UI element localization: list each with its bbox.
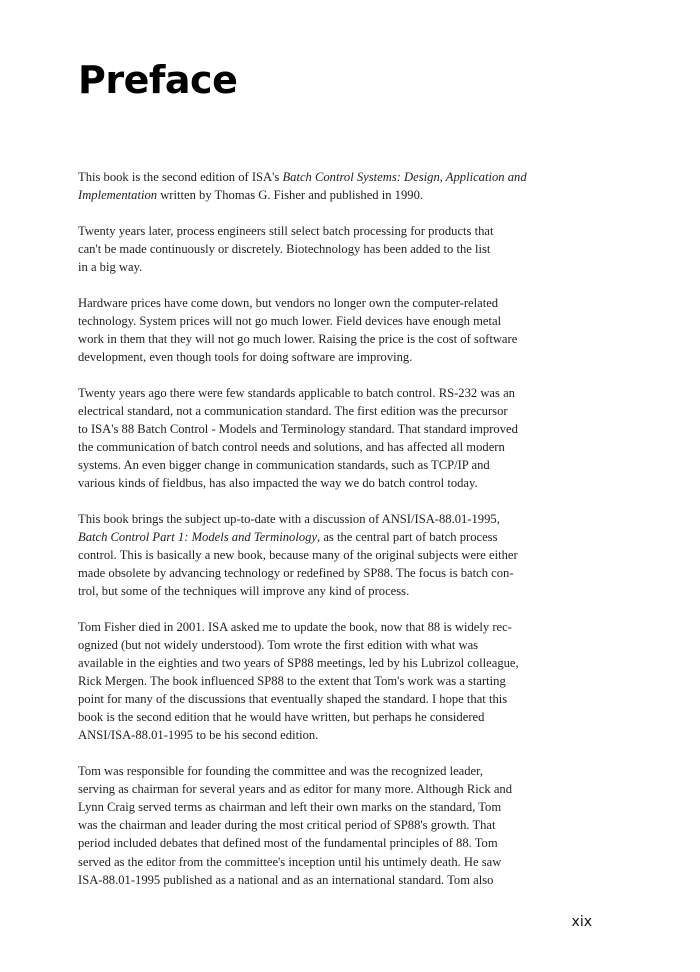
text-run: ANSI/ISA-88.01-1995 to be his second edition. [78,728,319,743]
text-run: Tom was responsible for founding the committee and was the recognized leader, [78,764,483,779]
text-run: Lynn Craig served terms as chairman and left their own marks on the standard, Tom [78,800,502,815]
text-line [78,871,598,889]
text-run: development, even though tools for doing software are improving. [78,349,413,364]
text-line [78,402,598,420]
text-line [78,168,598,186]
italic-title-run: Implementation [78,188,158,203]
text-run: point for many of the discussions that eventually shaped the standard. I hope that this [78,692,508,707]
text-line [78,330,598,348]
text-run: ognized (but not widely understood). Tom wrote the first edition with what was [78,637,479,652]
text-line [78,636,598,654]
text-run: serving as chairman for several years and as editor for many more. Although Rick and [78,782,512,797]
paragraph [78,762,598,889]
text-line [78,780,598,798]
text-run: control. This is basically a new book, because many of the original subjects were either [78,547,518,562]
preface-body [78,168,598,906]
text-line [78,186,598,204]
text-run: served as the editor from the committee's inception until his untimely death. He saw [78,854,502,869]
text-line [78,726,598,744]
text-run: electrical standard, not a communication standard. The first edition was the precursor [78,403,508,418]
paragraph [78,384,598,493]
text-line [78,528,598,546]
text-run: work in them that they will not go much lower. Raising the price is the cost of software [78,331,518,346]
text-line [78,312,598,330]
text-run: ISA-88.01-1995 published as a national and as an international standard. Tom also [78,872,494,887]
text-run: the communication of batch control needs and solutions, and has affected all modern [78,439,505,454]
text-run: made obsolete by advancing technology or redefined by SP88. The focus is batch con- [78,566,514,581]
text-run: Tom Fisher died in 2001. ISA asked me to update the book, now that 88 is widely rec- [78,619,512,634]
text-run: This book is the second edition of ISA's [78,170,283,184]
text-line [78,474,598,492]
text-line [78,420,598,438]
text-line [78,708,598,726]
text-line [78,582,598,600]
text-line [78,564,598,582]
text-run: This book brings the subject up-to-date with a discussion of ANSI/ISA-88.01-1995, [78,511,500,526]
text-line [78,654,598,672]
paragraph [78,510,598,600]
text-line [78,510,598,528]
text-run: book is the second edition that he would have written, but perhaps he considered [78,710,485,725]
paragraph [78,168,598,204]
text-run: technology. System prices will not go much lower. Field devices have enough metal [78,313,502,328]
text-run: systems. An even bigger change in communication standards, such as TCP/IP and [78,458,490,472]
text-line [78,762,598,780]
text-line [78,348,598,366]
text-run: various kinds of fieldbus, has also impacted the way we do batch control today. [78,476,478,491]
text-run: trol, but some of the techniques will improve any kind of process. [78,584,410,599]
page-number: xix [571,914,592,930]
text-run: can't be made continuously or discretely. Biotechnology has been added to the list [78,241,491,256]
italic-title-run: Batch Control Part 1: Models and Terminology [78,529,318,544]
page-title: Preface [78,58,238,102]
text-run: , as the central part of batch process [317,529,498,544]
text-run: was the chairman and leader during the most critical period of SP88's growth. That [78,818,496,833]
text-line [78,240,598,258]
text-run: available in the eighties and two years of SP88 meetings, led by his Lubrizol colleague, [78,656,519,671]
paragraph [78,618,598,745]
text-line [78,798,598,816]
text-line [78,438,598,456]
text-line [78,222,598,240]
text-line [78,294,598,312]
text-run: Twenty years later, process engineers still select batch processing for products that [78,223,494,238]
text-line [78,618,598,636]
text-line [78,690,598,708]
text-run: to ISA's 88 Batch Control - Models and Terminology standard. That standard improved [78,421,518,436]
paragraph [78,294,598,366]
text-line [78,456,598,474]
text-run: in a big way. [78,259,143,274]
text-run: Twenty years ago there were few standards applicable to batch control. RS-232 was an [78,385,515,400]
text-line [78,384,598,402]
italic-title-run: Batch Control Systems: Design, Application and [282,170,527,184]
paragraph [78,222,598,276]
text-run: written by Thomas G. Fisher and published in 1990. [157,188,424,203]
text-line [78,672,598,690]
text-line [78,853,598,871]
text-run: Hardware prices have come down, but vendors no longer own the computer-related [78,295,499,310]
text-line [78,546,598,564]
text-run: Rick Mergen. The book influenced SP88 to the extent that Tom's work was a starting [78,674,506,689]
text-line [78,816,598,834]
text-run: period included debates that defined most of the fundamental principles of 88. Tom [78,836,498,851]
text-line [78,834,598,852]
text-line [78,258,598,276]
